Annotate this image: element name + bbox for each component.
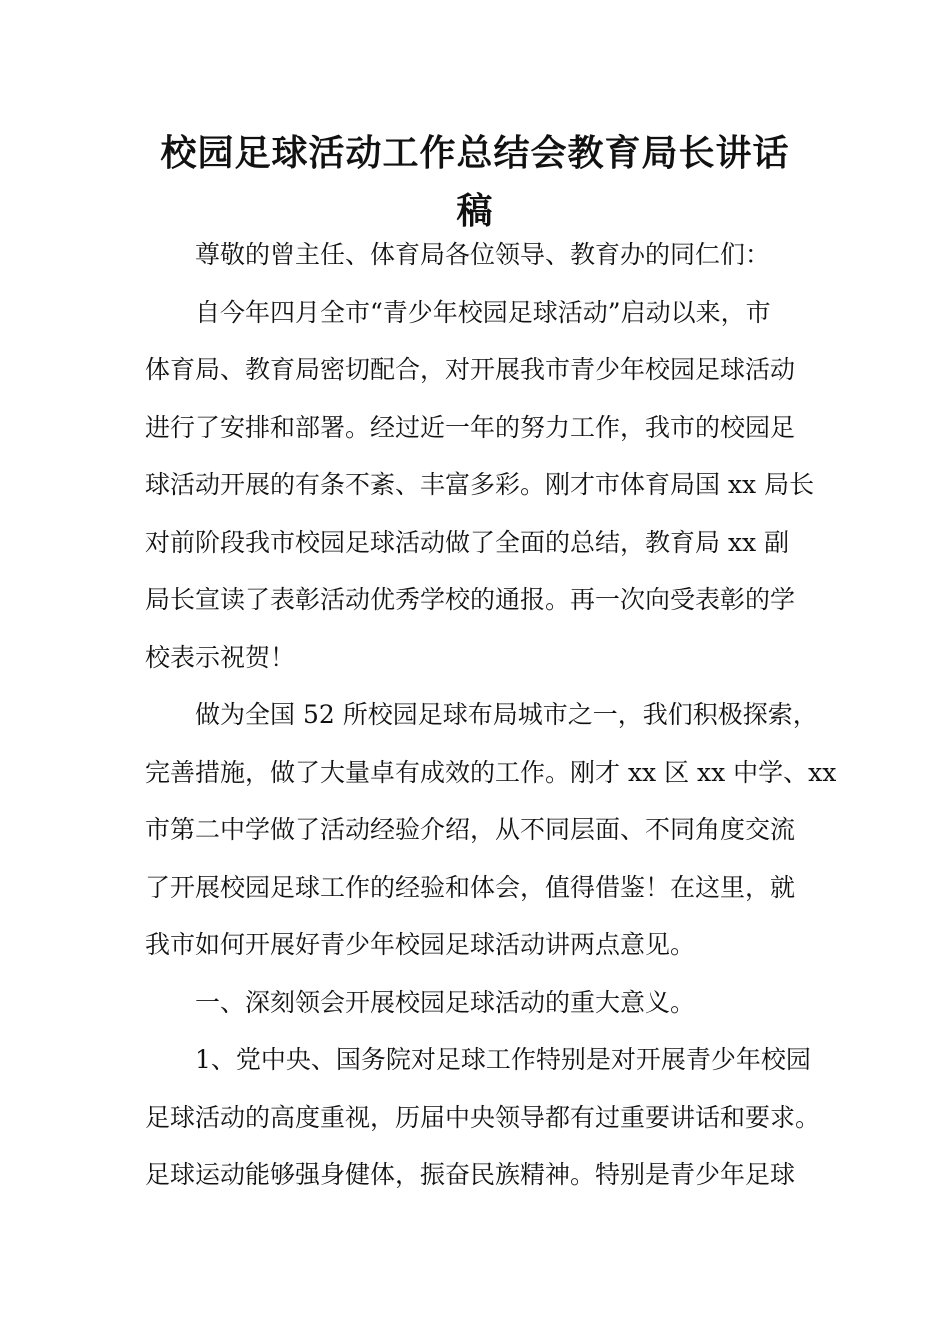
paragraph-line: 体育局、教育局密切配合，对开展我市青少年校园足球活动 (145, 355, 796, 384)
paragraph-line: 足球活动的高度重视，历届中央领导都有过重要讲话和要求。 (145, 1102, 821, 1132)
paragraph-point-1 (145, 1031, 821, 1204)
document-body (145, 226, 837, 1204)
section-heading-1 (145, 974, 810, 1032)
paragraph-line: 我市如何开展好青少年校园足球活动讲两点意见。 (145, 930, 696, 959)
paragraph-line: 进行了安排和部署。经过近一年的努力工作，我市的校园足 (145, 412, 796, 442)
paragraph-line: 球活动开展的有条不紊、丰富多彩。刚才市体育局国 xx 局长 (145, 470, 815, 499)
paragraph-line: 市第二中学做了活动经验介绍，从不同层面、不同角度交流 (145, 815, 796, 844)
paragraph-line: 完善措施，做了大量卓有成效的工作。刚才 xx 区 xx 中学、xx (145, 757, 837, 787)
paragraph-line: 足球运动能够强身健体，振奋民族精神。特别是青少年足球 (145, 1160, 796, 1189)
paragraph-achievements (145, 686, 837, 974)
paragraph-line: 了开展校园足球工作的经验和体会，值得借鉴！在这里，就 (145, 872, 796, 902)
paragraph-line: 校表示祝贺！ (145, 642, 296, 672)
document-title (120, 124, 830, 240)
title-line-2: 稿 (456, 190, 494, 232)
paragraph-line: 局长宣读了表彰活动优秀学校的通报。再一次向受表彰的学 (145, 585, 796, 614)
paragraph-line: 尊敬的曾主任、体育局各位领导、教育办的同仁们： (195, 240, 771, 269)
paragraph-intro (145, 284, 815, 687)
paragraph-line: 1、党中央、国务院对足球工作特别是对开展青少年校园 (195, 1045, 811, 1074)
paragraph-line: 自今年四月全市“青少年校园足球活动”启动以来，市 (195, 297, 771, 327)
paragraph-line: 做为全国 52 所校园足球布局城市之一，我们积极探索， (195, 700, 818, 729)
paragraph-line: 对前阶段我市校园足球活动做了全面的总结，教育局 xx 副 (145, 527, 790, 557)
title-line-1: 校园足球活动工作总结会教育局长讲话 (160, 132, 790, 174)
paragraph-line: 一、深刻领会开展校园足球活动的重大意义。 (195, 987, 696, 1017)
paragraph-salutation (145, 226, 810, 284)
